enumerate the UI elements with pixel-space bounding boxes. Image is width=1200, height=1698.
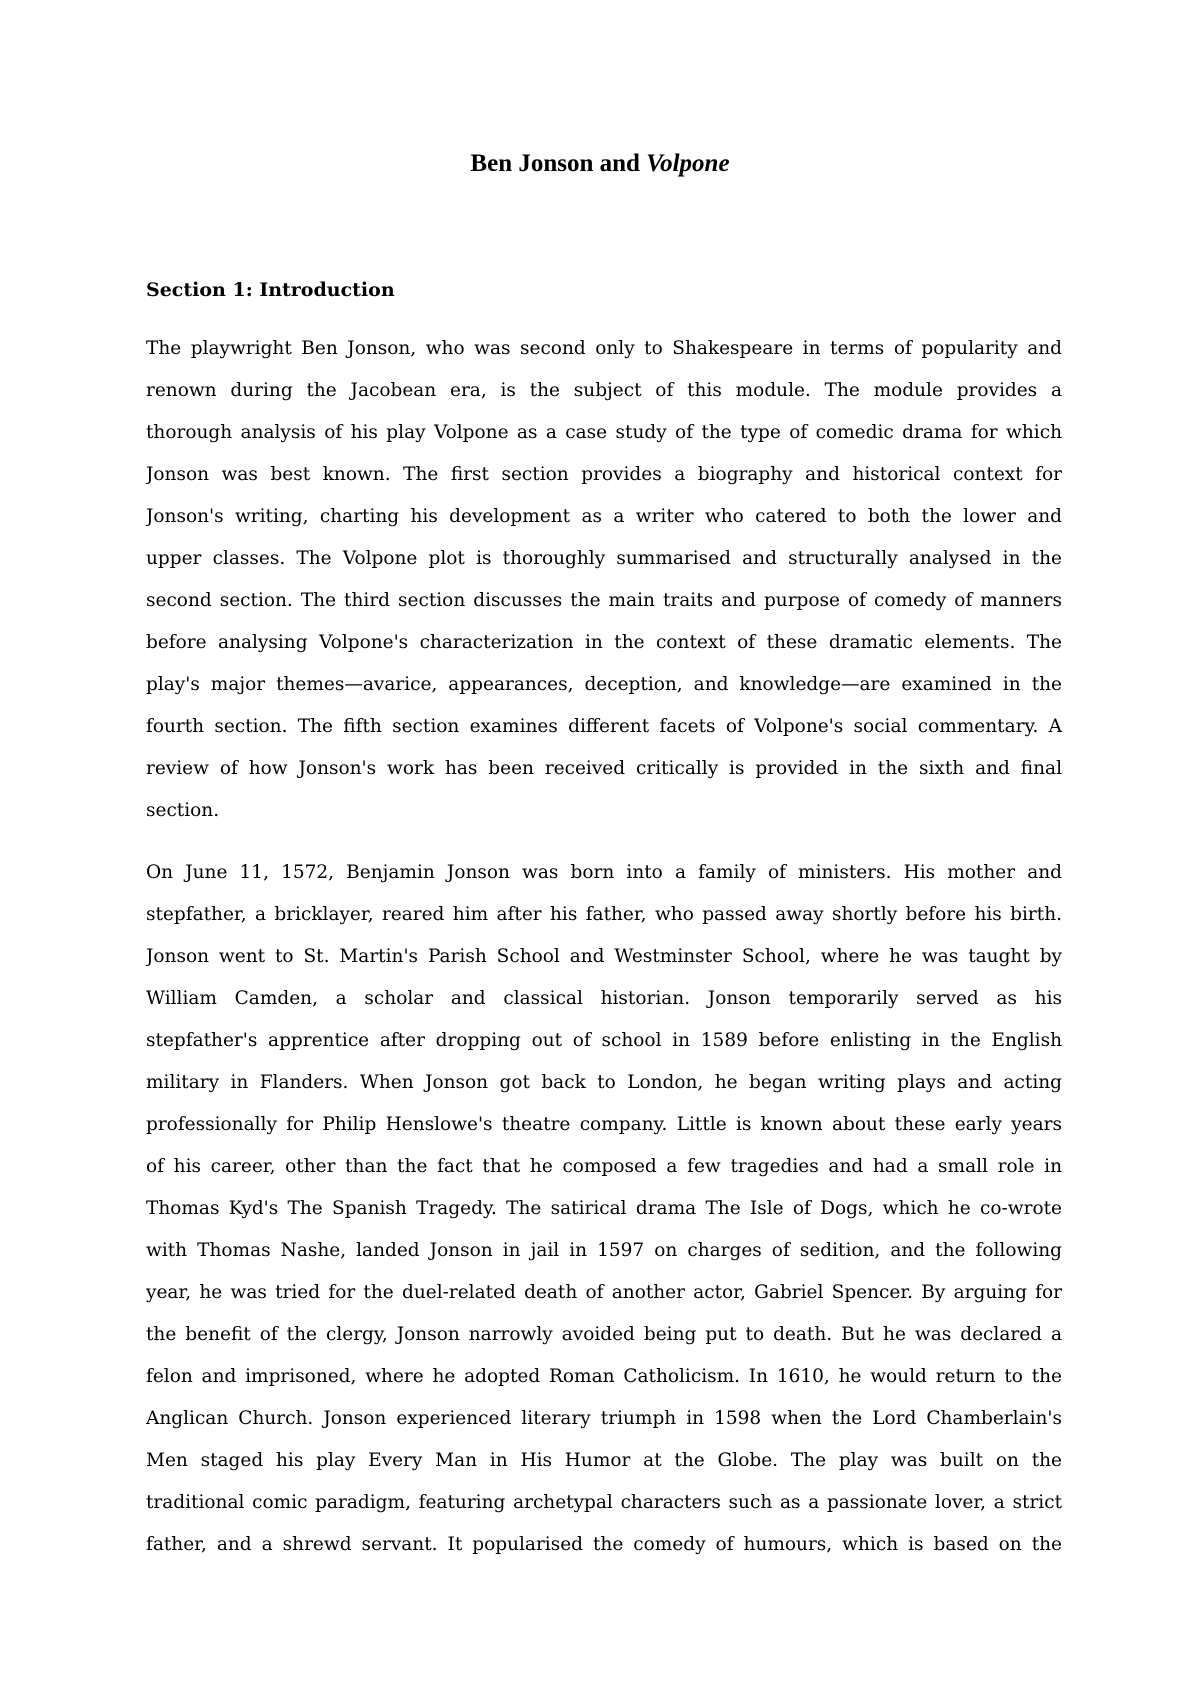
- paragraph-line: Men staged his play Every Man in His Humor at the Globe. The play was built on the: [146, 1450, 1062, 1471]
- paragraph-line: father, and a shrewd servant. It popularised the comedy of humours, which is based on the: [146, 1534, 1062, 1555]
- paragraph-line: upper classes. The Volpone plot is thoroughly summarised and structurally analysed in the: [146, 548, 1062, 569]
- paragraph-line: William Camden, a scholar and classical historian. Jonson temporarily served as his: [146, 988, 1062, 1009]
- paragraph-line: Jonson's writing, charting his development as a writer who catered to both the lower and: [146, 506, 1062, 527]
- paragraph-line: felon and imprisoned, where he adopted Roman Catholicism. In 1610, he would return to the: [146, 1366, 1062, 1387]
- section-heading: Section 1: Introduction: [146, 279, 395, 301]
- paragraph-line: year, he was tried for the duel-related death of another actor, Gabriel Spencer. By arguing for: [146, 1282, 1062, 1303]
- paragraph-line: Jonson was best known. The first section provides a biography and historical context for: [146, 464, 1062, 485]
- title-italic-text: Volpone: [646, 150, 730, 177]
- paragraph-line: thorough analysis of his play Volpone as a case study of the type of comedic drama for which: [146, 422, 1062, 443]
- paragraph-line: second section. The third section discusses the main traits and purpose of comedy of manners: [146, 590, 1062, 611]
- paragraph-line: review of how Jonson's work has been received critically is provided in the sixth and final: [146, 758, 1062, 779]
- paragraph-introduction: [146, 328, 1062, 832]
- paragraph-line: Jonson went to St. Martin's Parish School and Westminster School, where he was taught by: [146, 946, 1062, 967]
- paragraph-line: the benefit of the clergy, Jonson narrowly avoided being put to death. But he was declared a: [146, 1324, 1062, 1345]
- title-main-text: Ben Jonson and: [470, 150, 647, 177]
- paragraph-line: Anglican Church. Jonson experienced literary triumph in 1598 when the Lord Chamberlain's: [146, 1408, 1062, 1429]
- paragraph-line: stepfather's apprentice after dropping out of school in 1589 before enlisting in the English: [146, 1030, 1062, 1051]
- paragraph-line: with Thomas Nashe, landed Jonson in jail in 1597 on charges of sedition, and the following: [146, 1240, 1062, 1261]
- paragraph-line: before analysing Volpone's characterization in the context of these dramatic elements. The: [146, 632, 1062, 653]
- paragraph-line: section.: [146, 800, 220, 821]
- document-title: [0, 148, 1200, 180]
- paragraph-line: fourth section. The fifth section examines different facets of Volpone's social commentary. A: [146, 716, 1062, 737]
- paragraph-line: The playwright Ben Jonson, who was second only to Shakespeare in terms of popularity and: [146, 338, 1062, 359]
- paragraph-line: of his career, other than the fact that he composed a few tragedies and had a small role in: [146, 1156, 1062, 1177]
- paragraph-line: stepfather, a bricklayer, reared him after his father, who passed away shortly before his birth.: [146, 904, 1062, 925]
- paragraph-line: Thomas Kyd's The Spanish Tragedy. The satirical drama The Isle of Dogs, which he co-wrote: [146, 1198, 1062, 1219]
- paragraph-line: traditional comic paradigm, featuring archetypal characters such as a passionate lover, a strict: [146, 1492, 1062, 1513]
- paragraph-line: professionally for Philip Henslowe's theatre company. Little is known about these early years: [146, 1114, 1062, 1135]
- paragraph-biography: [146, 852, 1062, 1566]
- paragraph-line: play's major themes—avarice, appearances, deception, and knowledge—are examined in the: [146, 674, 1062, 695]
- paragraph-line: military in Flanders. When Jonson got back to London, he began writing plays and acting: [146, 1072, 1062, 1093]
- paragraph-line: renown during the Jacobean era, is the subject of this module. The module provides a: [146, 380, 1062, 401]
- paragraph-line: On June 11, 1572, Benjamin Jonson was born into a family of ministers. His mother and: [146, 862, 1062, 883]
